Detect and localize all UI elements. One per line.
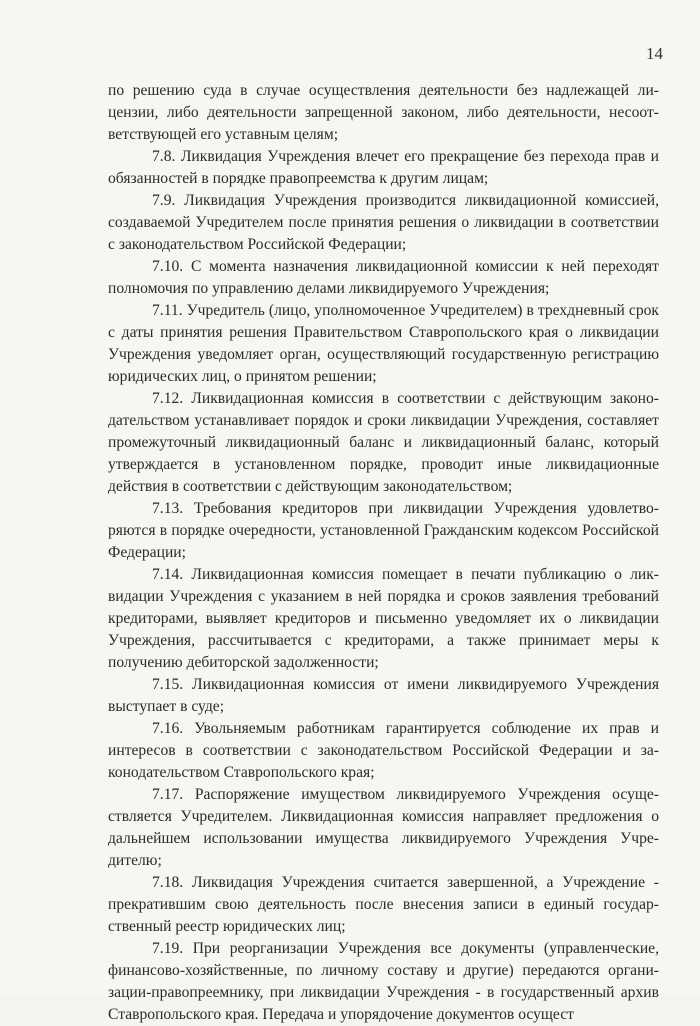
paragraph-7-12: 7.12. Ликвидационная комиссия в соответствии с действующим законодательством устанавливает порядок и сроки ликвидации Учреждения, составляет промежуточный ликвидационный баланс и ликвидационный баланс, который утверждается в установленном порядке, проводит иные ликвидационные действия в соответствии с действующим законодательством; — [108, 390, 659, 495]
paragraph-7-19: 7.19. При реорганизации Учреждения все документы (управленческие, финансово-хозяйственные, по личному составу и другие) передаются организации-правопреемнику, при ликвидации Учреждения - в государственный архив Ставропольского края. Передача и упорядочение документов осущест — [108, 940, 659, 1023]
paragraph-7-9: 7.9. Ликвидация Учреждения производится ликвидационной комиссией, создаваемой Учредителем после принятия решения о ликвидации в соответствии с законодательством Российской Федерации; — [108, 192, 659, 253]
document-body — [108, 80, 659, 1026]
paragraph-7-14: 7.14. Ликвидационная комиссия помещает в печати публикацию о ликвидации Учреждения с указанием в ней порядка и сроков заявления требований кредиторами, выявляет кредиторов и письменно уведомляет их о ликвидации Учреждения, рассчитывается с кредиторами, а также принимает меры к получению дебиторской задолженности; — [108, 566, 659, 671]
paragraph-7-10: 7.10. С момента назначения ликвидационной комиссии к ней переходят полномочия по управлению делами ликвидируемого Учреждения; — [108, 258, 659, 297]
paragraph-7-15: 7.15. Ликвидационная комиссия от имени ликвидируемого Учреждения выступает в суде; — [108, 676, 659, 715]
paragraph-7-17: 7.17. Распоряжение имуществом ликвидируемого Учреждения осуществляется Учредителем. Ликвидационная комиссия направляет предложения о дальнейшем использовании имущества ликвидируемого Учреждения Учредителю; — [108, 786, 659, 869]
paragraph-7-16: 7.16. Увольняемым работникам гарантируется соблюдение их прав и интересов в соответствии с законодательством Российской Федерации и законодательством Ставропольского края; — [108, 720, 659, 781]
paragraph-continuation: по решению суда в случае осуществления деятельности без надлежащей лицензии, либо деятельности запрещенной законом, либо деятельности, несоответствующей его уставным целям; — [108, 82, 659, 143]
paragraph-7-11: 7.11. Учредитель (лицо, уполномоченное Учредителем) в трехдневный срок с даты принятия решения Правительством Ставропольского края о ликвидации Учреждения уведомляет орган, осуществляющий государственную регистрацию юридических лиц, о принятом решении; — [108, 302, 659, 385]
paragraph-7-13: 7.13. Требования кредиторов при ликвидации Учреждения удовлетворяются в порядке очередности, установленной Гражданским кодексом Российской Федерации; — [108, 500, 659, 561]
page-number: 14 — [646, 44, 663, 63]
paragraph-7-18: 7.18. Ликвидация Учреждения считается завершенной, а Учреждение - прекратившим свою деятельность после внесения записи в единый государственный реестр юридических лиц; — [108, 874, 659, 935]
paragraph-7-8: 7.8. Ликвидация Учреждения влечет его прекращение без перехода прав и обязанностей в порядке правопреемства к другим лицам; — [108, 148, 659, 187]
